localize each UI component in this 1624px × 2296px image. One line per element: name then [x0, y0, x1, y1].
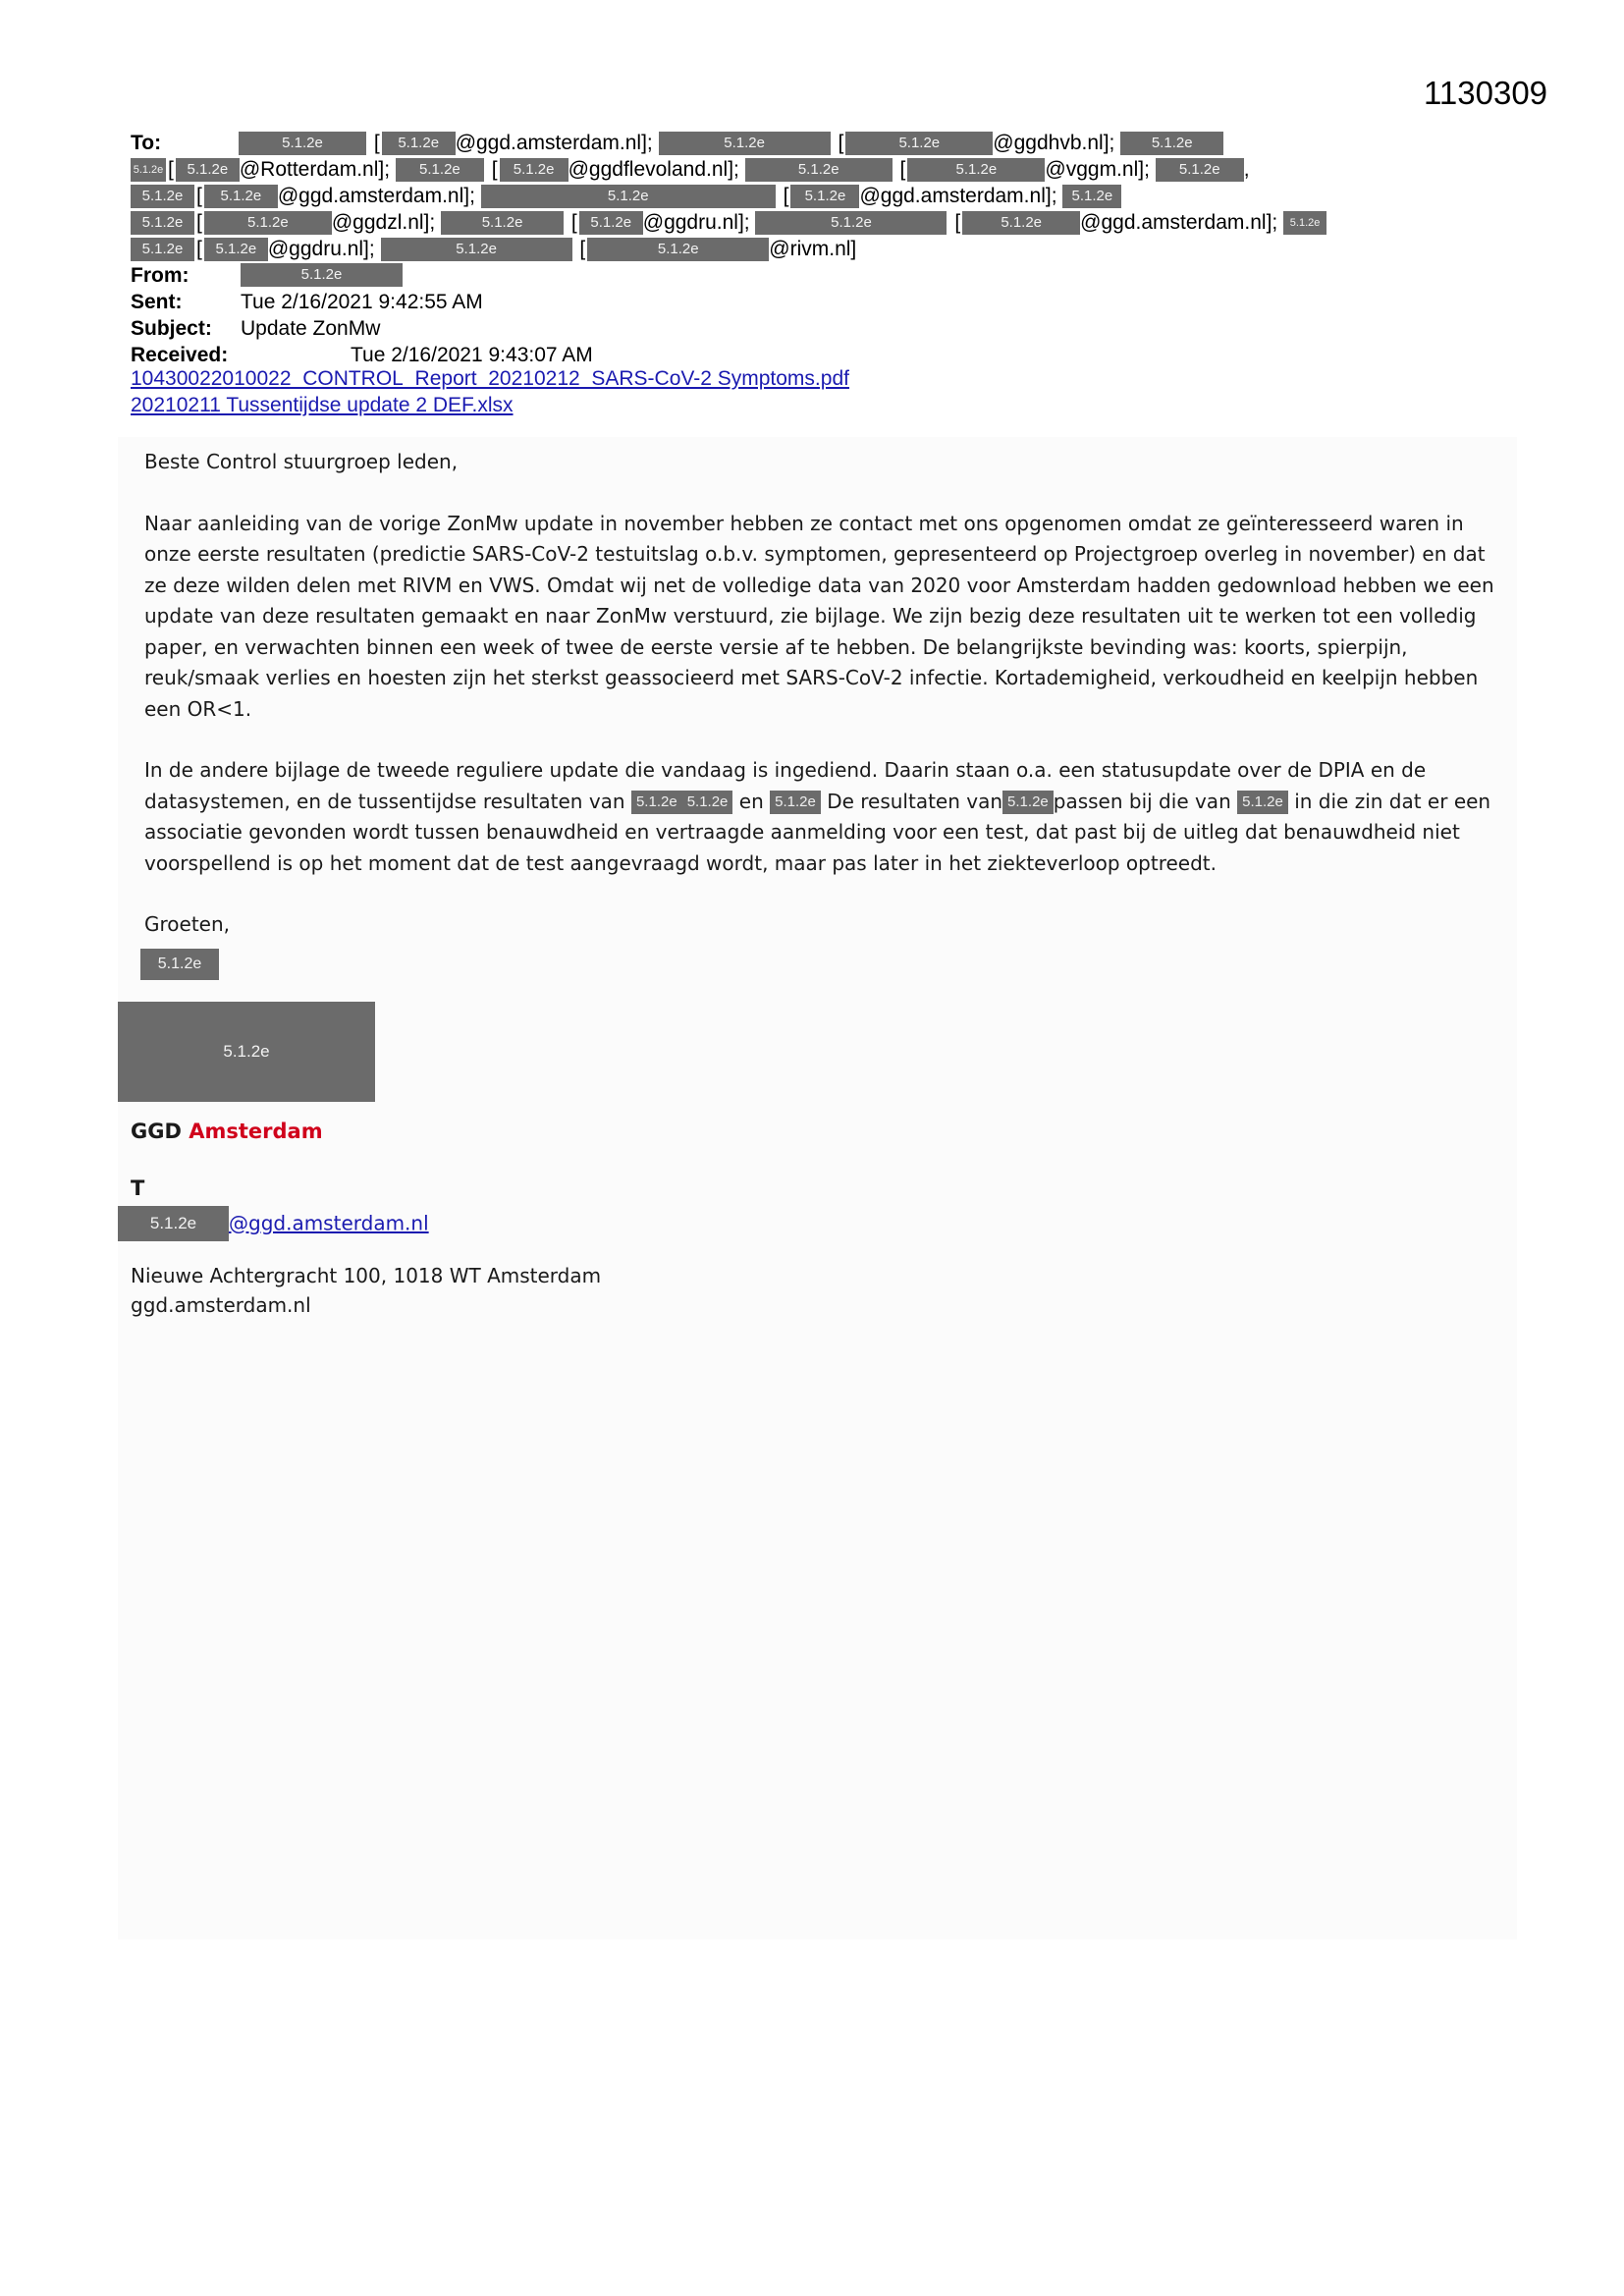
- sent-value: Tue 2/16/2021 9:42:55 AM: [241, 291, 483, 313]
- redaction: 5.1.2e: [845, 132, 993, 155]
- redaction: 5.1.2e: [1120, 132, 1223, 155]
- phone-label: T: [131, 1176, 145, 1200]
- to-label: To:: [131, 132, 162, 154]
- to-line-3: 5.1.2e [ 5.1.2e @ggd.amsterdam.nl]; 5.1.2e [ 5.1.2e @ggd.amsterdam.nl]; 5.1.2e: [131, 183, 1121, 209]
- redaction: 5.1.2e: [396, 158, 484, 182]
- redaction: 5.1.2e: [682, 791, 733, 814]
- redaction: 5.1.2e: [204, 211, 332, 235]
- redaction: 5.1.2e: [631, 791, 682, 814]
- received-value: Tue 2/16/2021 9:43:07 AM: [351, 344, 593, 366]
- paragraph-2-text-b: De resultaten van: [827, 789, 1003, 813]
- redaction: 5.1.2e: [962, 211, 1080, 235]
- email-domain: @ggdhvb.nl];: [993, 132, 1115, 154]
- email-domain: @ggdflevoland.nl];: [568, 158, 739, 181]
- sent-row: [131, 289, 1014, 315]
- to-line-4: 5.1.2e [ 5.1.2e @ggdzl.nl]; 5.1.2e [ 5.1.2e @ggdru.nl]; 5.1.2e [ 5.1.2e @ggd.amsterdam.nl]; 5.1.2e: [131, 209, 1326, 236]
- org-city: Amsterdam: [189, 1120, 323, 1143]
- redaction: 5.1.2e: [790, 185, 859, 208]
- to-line-2: 5.1.2e [ 5.1.2e @Rotterdam.nl]; 5.1.2e [ 5.1.2e @ggdflevoland.nl]; 5.1.2e [ 5.1.2e @vggm.nl]; 5.1.2e ,: [131, 156, 1250, 183]
- paragraph-1: Naar aanleiding van de vorige ZonMw update in november hebben ze contact met ons opgenomen omdat ze geïnteresseerd waren in onze eerste resultaten (predictie SARS-CoV-2 testuitslag o.b.v. symptomen, gepresenteerd op Projectgroep overleg in november) en dat ze deze wilden delen met RIVM en VWS. Omdat wij net de volledige data van 2020 voor Amsterdam hadden gedownload hebben we een update van deze resultaten gemaakt en naar ZonMw verstuurd, zie bijlage. We zijn bezig deze resultaten uit te werken tot een volledig paper, en verwachten binnen een week of twee de eerste versie af te hebben. De belangrijkste bevinding was: koorts, spierpijn, reuk/smaak verlies en hoesten zijn het sterkst geassocieerd met SARS-CoV-2 infectie. Kortademigheid, verkoudheid en keelpijn hebben een OR<1.: [144, 511, 1494, 721]
- redaction: 5.1.2e: [1062, 185, 1121, 208]
- email-body: [144, 447, 1499, 941]
- to-line-5: 5.1.2e [ 5.1.2e @ggdru.nl]; 5.1.2e [ 5.1.2e @rivm.nl]: [131, 236, 856, 262]
- email-domain: @vggm.nl];: [1045, 158, 1150, 181]
- redaction: 5.1.2e: [1237, 791, 1288, 814]
- email-domain: @ggd.amsterdam.nl];: [859, 185, 1057, 207]
- redaction: 5.1.2e: [1283, 211, 1326, 235]
- document-number: 1130309: [1424, 75, 1548, 111]
- redaction: 5.1.2e: [770, 791, 821, 814]
- email-domain: @ggd.amsterdam.nl];: [455, 132, 653, 154]
- closing: Groeten,: [144, 912, 231, 936]
- subject-value: Update ZonMw: [241, 317, 381, 340]
- received-label: Received:: [131, 344, 229, 366]
- redaction: 5.1.2e: [755, 211, 947, 235]
- to-line-1: To: 5.1.2e [ 5.1.2e @ggd.amsterdam.nl]; 5.1.2e [ 5.1.2e @ggdhvb.nl]; 5.1.2e: [131, 130, 1223, 156]
- redaction: 5.1.2e: [382, 132, 456, 155]
- separator: ,: [1243, 158, 1250, 181]
- redaction: 5.1.2e: [579, 211, 643, 235]
- redaction: 5.1.2e: [907, 158, 1045, 182]
- signature-block-redaction: 5.1.2e: [118, 1002, 375, 1102]
- paragraph-2-text-en: en: [738, 789, 764, 813]
- email-domain: @ggdru.nl];: [267, 238, 375, 260]
- subject-row: [131, 315, 1014, 342]
- email-domain: @ggdzl.nl];: [331, 211, 436, 234]
- from-row: [131, 262, 720, 289]
- website: ggd.amsterdam.nl: [131, 1293, 311, 1317]
- email-link[interactable]: @ggd.amsterdam.nl: [229, 1211, 429, 1235]
- redaction: 5.1.2e: [481, 185, 776, 208]
- redaction: 5.1.2e: [118, 1206, 229, 1241]
- redaction: 5.1.2e: [131, 238, 194, 261]
- paragraph-2-text-a: In de andere bijlage de tweede reguliere update die vandaag is ingediend. Daarin staan o.a. een statusupdate over de DPIA en de datasystemen, en de tussentijdse resultaten van: [144, 758, 1427, 813]
- redaction: 5.1.2e: [131, 211, 194, 235]
- redaction: 5.1.2e: [131, 158, 166, 182]
- paragraph-2-text-c: passen bij die van: [1053, 789, 1231, 813]
- org-ggd: GGD: [131, 1120, 182, 1143]
- attachment-xlsx-link[interactable]: 20210211 Tussentijdse update 2 DEF.xlsx: [131, 394, 514, 416]
- redaction: 5.1.2e: [204, 238, 268, 261]
- redaction: 5.1.2e: [381, 238, 572, 261]
- org-name: [131, 1120, 323, 1143]
- redaction: 5.1.2e: [1002, 791, 1054, 814]
- redaction: 5.1.2e: [239, 132, 366, 155]
- paragraph-2-text-d: in die zin dat er een associatie gevonden wordt tussen benauwdheid en vertraagde aanmelding voor een test, dat past bij de uitleg dat benauwdheid niet voorspellend is op het moment dat de test aangevraagd wordt, maar pas later in het ziekteverloop optreedt.: [144, 789, 1491, 875]
- email-domain: @ggdru.nl];: [642, 211, 750, 234]
- redaction: 5.1.2e: [204, 185, 278, 208]
- email-domain: @ggd.amsterdam.nl];: [1080, 211, 1278, 234]
- redaction: 5.1.2e: [1156, 158, 1244, 182]
- email-row: [118, 1204, 429, 1239]
- redaction: 5.1.2e: [176, 158, 240, 182]
- from-label: From:: [131, 264, 189, 287]
- email-domain: @rivm.nl]: [769, 238, 857, 260]
- address: Nieuwe Achtergracht 100, 1018 WT Amsterdam: [131, 1264, 602, 1287]
- redaction: 5.1.2e: [441, 211, 564, 235]
- redaction: 5.1.2e: [131, 185, 194, 208]
- subject-label: Subject:: [131, 317, 212, 340]
- sent-label: Sent:: [131, 291, 183, 313]
- redaction: 5.1.2e: [745, 158, 893, 182]
- email-domain: @Rotterdam.nl];: [239, 158, 391, 181]
- redaction: 5.1.2e: [587, 238, 769, 261]
- received-row: [131, 342, 1014, 368]
- greeting: Beste Control stuurgroep leden,: [144, 450, 459, 473]
- redaction: 5.1.2e: [500, 158, 568, 182]
- redaction: 5.1.2e: [241, 263, 403, 287]
- paragraph-2: [144, 755, 1499, 879]
- attachment-pdf-link[interactable]: 10430022010022_CONTROL_Report_20210212_SARS-CoV-2 Symptoms.pdf: [131, 367, 849, 390]
- redaction: 5.1.2e: [659, 132, 831, 155]
- signer-name-redaction: 5.1.2e: [140, 949, 219, 980]
- email-domain: @ggd.amsterdam.nl];: [277, 185, 475, 207]
